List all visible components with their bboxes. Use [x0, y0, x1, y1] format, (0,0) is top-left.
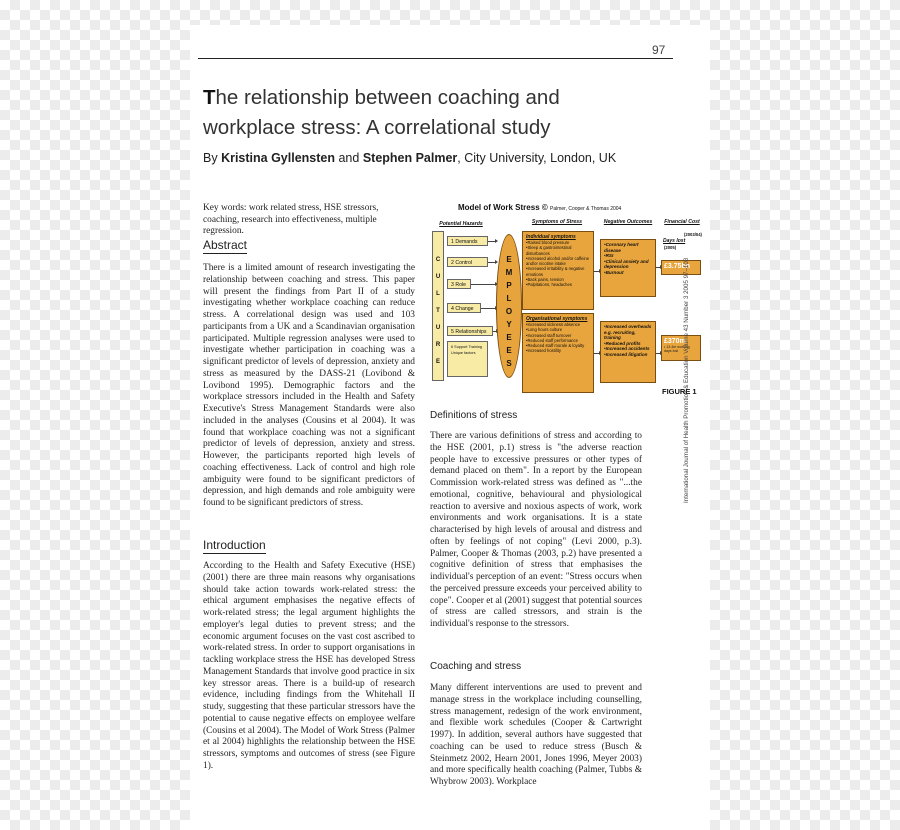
employees-letter: S	[506, 359, 512, 368]
arrow	[656, 267, 660, 268]
byline	[203, 151, 616, 165]
cost-organisational-value: £370m	[664, 338, 686, 345]
coaching-text: Many different interventions are used to prevent and manage stress in the workplace including counselling, stress management, redesign of the work environment, and flexible work schedules (Cooper & Cartwright 1997). In addition, several authors have suggested that coaching can be used to reduce stress (Busch & Steinmetz 2002, Hearn 2001, Jones 1996, Meyer 2003) and more specifically health coaching (Palmer, Tubbs & Whybrow 2003). Workplace	[430, 683, 642, 787]
culture-letter: C	[435, 257, 441, 263]
list-item: •Increased staff turnover	[526, 332, 572, 338]
hazard-role: 3 Role	[447, 279, 471, 289]
list-item: •Increased sickness absence	[526, 322, 581, 327]
individual-symptoms-list	[526, 240, 591, 288]
journal-page	[190, 25, 710, 830]
list-item: •Increased accidents	[604, 346, 650, 352]
employees-letter: E	[506, 346, 512, 355]
col-hazards: Potential Hazards	[439, 221, 483, 227]
figure-title	[458, 203, 621, 212]
affiliation: , City University, London, UK	[457, 151, 617, 165]
list-item: •Palpitations, headaches	[526, 282, 572, 288]
journal-citation-side: International Journal of Health Promotion & Education Volume 43 Number 3 2005 97–103	[683, 257, 690, 503]
arrow	[493, 331, 496, 332]
culture-letter: T	[436, 308, 440, 314]
page-number: 97	[652, 43, 666, 57]
individual-symptoms-heading: Individual symptoms	[526, 234, 576, 240]
col-symptoms: Symptoms of Stress	[531, 219, 583, 225]
introduction-heading-text: Introduction	[203, 538, 266, 552]
culture-letter: U	[435, 274, 441, 280]
list-item: •Increased hostility	[526, 348, 561, 354]
coaching-heading: Coaching and stress	[430, 661, 522, 672]
employees-letter: L	[506, 294, 512, 303]
culture-letter: L	[436, 291, 440, 297]
article-title	[203, 83, 623, 143]
byline-prefix: By	[203, 151, 222, 165]
list-item: •Reduced staff performance	[526, 337, 578, 343]
arrow	[471, 284, 495, 285]
figure-label: FIGURE 1	[662, 387, 697, 396]
negative-outcomes-individual	[600, 239, 656, 297]
employees-letter: Y	[506, 320, 512, 329]
employees-letter: M	[505, 268, 513, 277]
arrow	[594, 353, 599, 354]
keywords: Key words: work related stress, HSE stressors, coaching, research into effectiveness, multiple regression.	[203, 203, 379, 237]
arrow	[488, 241, 495, 242]
culture-letter: U	[435, 325, 441, 331]
list-item: •Sleep & gastrointestinal disturbances	[526, 245, 572, 256]
employees-letter: O	[505, 307, 513, 316]
cost-individual: £3.75bn	[661, 260, 701, 275]
employees-oval	[496, 234, 522, 378]
top-rule	[198, 58, 673, 59]
days-lost: Days lost	[663, 238, 686, 244]
cost-organisational	[661, 335, 701, 361]
introduction-heading	[203, 538, 266, 552]
hazard-relationships: 5 Relationships	[447, 326, 493, 336]
figure-title-text: Model of Work Stress ©	[458, 203, 548, 212]
cost-organisational-note: • 13.4m working days lost	[664, 345, 690, 354]
hazard-change: 4 Change	[447, 303, 481, 313]
arrow	[481, 308, 495, 309]
employees-letter: E	[506, 333, 512, 342]
title-rest: he relationship between coaching and workplace stress: A correlational study	[203, 86, 560, 139]
list-item: •Coronary heart disease	[604, 242, 639, 253]
list-item: •Increased irritability & negative emotions	[526, 266, 585, 277]
col-negative: Negative Outcomes	[603, 219, 653, 225]
arrow	[656, 353, 660, 354]
author-2: Stephen Palmer	[362, 151, 458, 165]
list-item: •Increased overheads e.g. recruiting, training	[604, 324, 652, 341]
list-item: •Back pains, tension	[526, 277, 564, 283]
abstract-text: There is a limited amount of research investigating the relationship between coaching and stress. This paper will present the findings from Part II of a study investigating whether workplace coaching can reduce stress. A correlational design was used and 103 participants from a UK and a Scandinavian organisation participated. Multiple regression analyses were used to investigate whether participation in coaching was a significant predictor of levels of depression, anxiety and stress as measured by the DASS-21 (Lovibond & Lovibond 1995). Demographic factors and the workplace stressors included in the Health and Safety Executive's Stress Management Standards were also included in the analyses (Cousins et al 2004). It was found that workplace coaching was not a significant predictor of levels of depression, anxiety and stress. However, the participants reported high levels of coaching effectiveness. Lack of control and high role ambiguity were found to be significant predictors of depression, and high demands and role ambiguity were found to be significant predictors of stress.	[203, 263, 415, 508]
definitions-heading: Definitions of stress	[430, 410, 518, 421]
organisational-symptoms-box	[522, 313, 594, 393]
hazard-control: 2 Control	[447, 257, 488, 267]
hazard-demands: 1 Demands	[447, 236, 488, 246]
byline-and: and	[335, 151, 363, 165]
model-of-work-stress-figure	[430, 203, 705, 403]
introduction-text: According to the Health and Safety Executive (HSE) (2001) there are three main reasons why organisations should take action towards work-related stress: the ethical argument emphasises the negative effects of work-related stress; the legal argument highlights the employer's legal duties to prevent stress; and the economic argument focuses on the vast cost ascribed to work-related stress. In order to support organisations in tackling workplace stress the HSE has developed Stress Management Standards that involve good practice in six key stressor areas. There is a build-up of research evidence, including findings from the Whitehall II study, suggesting that these particular stressors have the potential to cause negative effects on employee welfare (Cousins et al 2004). The Model of Work Stress (Palmer et al 2004) highlights the relationship between the HSE stressors, symptoms and outcomes of stress (see Figure 1).	[203, 561, 415, 771]
list-item: •RSI	[604, 253, 614, 259]
list-item: •Increased litigation	[604, 351, 648, 357]
culture-letter: E	[435, 359, 440, 365]
organisational-symptoms-list	[526, 322, 591, 354]
author-1: Kristina Gyllensten	[221, 151, 335, 165]
list-item: •Clinical anxiety and depression	[604, 258, 649, 270]
definitions-text: There are various definitions of stress and according to the HSE (2001, p.1) stress is "the adverse reaction people have to excessive pressures or other types of demand placed on them". In a report by the European Commission work-related stress was defined as "...the emotional, cognitive, behavioural and physiological reaction to aversive and noxious aspects of work, work environments and work organisations. It is a state characterised by high levels of arousal and distress and often by feelings of not coping" (Levi 2000, p.3). Palmer, Cooper & Thomas (2003, p.2) have presented a cognitive definition of stress that emphasises the individual's perception of an event: "Stress occurs when the perceived pressure exceeds your perceived ability to cope". Cooper et al (2001) suggest that potential sources of stress are called stressors, and strain is the individual's response to the stressors.	[430, 431, 642, 629]
culture-box	[432, 231, 444, 381]
list-item: •Reduced profits	[604, 340, 641, 346]
year-note: (2005)	[664, 245, 677, 250]
employees-letter: E	[506, 255, 512, 264]
list-item: •Reduced staff morale & loyalty	[526, 343, 585, 349]
organisational-symptoms-heading: Organisational symptoms	[526, 316, 588, 322]
arrow	[594, 271, 599, 272]
financial-note: (2003/04)	[684, 232, 702, 237]
list-item: •Increased alcohol and/or caffeine and/or nicotine intake	[526, 255, 590, 267]
abstract-heading-text: Abstract	[203, 238, 248, 252]
arrow	[488, 262, 495, 263]
individual-symptoms-box	[522, 231, 594, 310]
culture-letter: R	[435, 342, 441, 348]
hazard-support: 6 Support Training Unique factors	[447, 341, 488, 377]
list-item: •Long hours culture	[526, 327, 563, 333]
title-first-letter: T	[203, 86, 216, 109]
employees-letter: P	[506, 281, 512, 290]
figure-credit: Palmer, Cooper & Thomas 2004	[550, 206, 622, 212]
list-item: •Raised blood pressure	[526, 240, 570, 245]
abstract-heading	[203, 238, 247, 252]
list-item: •Burnout	[604, 269, 624, 275]
col-financial: Financial Cost	[664, 219, 700, 225]
negative-outcomes-organisational	[600, 321, 656, 383]
